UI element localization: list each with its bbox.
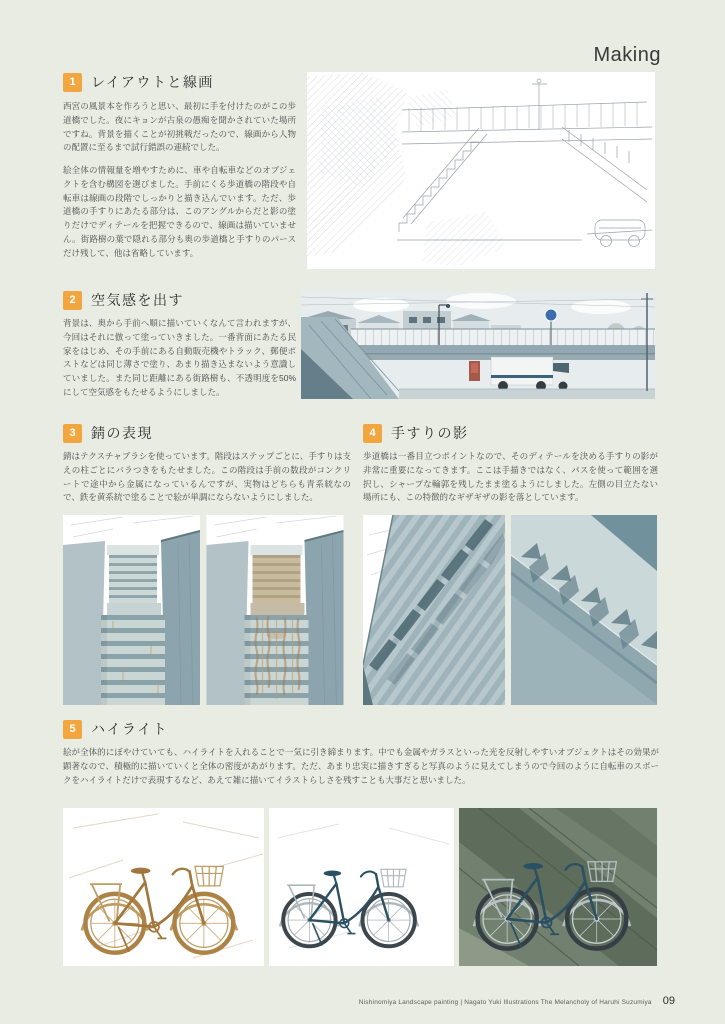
atmosphere-painting-drawing [301,291,655,399]
lineart-bridge-figure [307,72,655,269]
section-3-body [63,450,351,505]
section-4-paragraph-1: 歩道橋は一番目立つポイントなので、そのディテールを決める手すりの影が非常に重要になってきます。ここは手描きではなく、パスを使って範囲を選択し、シャープな輪郭を残したまま塗るようにしました。左側の目立たない場所にも、この特徴的なギザギザの影を落としています。 [363,451,658,503]
section-1-paragraph-2: 絵全体の情報量を増やすために、車や自転車などのオブジェクトを含む構図を選びました。手前にくる歩道橋の階段や自転車は線画の段階でしっかりと描き込んでいます。ただ、歩道橋の手すりにあたる部分は、このアングルからだと影の塗りだけでディテールを把握できるので、線画は描いていません。街路樹の葉で隠れる部分も奥の歩道橋と手すりのパースだけ残して、他は省略しています。 [63,165,296,258]
page-footer [359,995,675,1007]
section-3-header [63,423,153,443]
bicycle-lineart-drawing [63,808,264,966]
section-3-title: 錆の表現 [91,425,153,441]
section-4-title: 手すりの影 [391,425,469,441]
section-4-header [363,423,469,443]
atmosphere-painting-figure [301,291,655,399]
rust-stairs-after-figure [206,515,344,705]
handrail-shadow-figure-1 [363,515,505,705]
section-5-body [63,746,659,787]
section-2-header [63,290,184,310]
section-1-header [63,72,214,92]
section-3-paragraph-1: 錆はテクスチャブラシを使っています。階段はステップごとに、手すりは支えの柱ごとにバラつきをもたせました。この階段は手前の数段がコンクリートで途中から金属になっているんですが、実物はどちらも青系統なので、鉄を黄系統で塗ることで絵が単調にならないようにしました。 [63,451,351,503]
section-1-title: レイアウトと線画 [91,74,214,90]
rust-stairs-after-drawing [206,515,344,705]
footer-credit: Nishinomiya Landscape painting | Nagato Yuki Illustrations The Melancholy of Haruhi Suzumiya [358,999,652,1006]
section-1-badge: 1 [63,73,82,92]
section-5-title: ハイライト [91,721,169,737]
section-4-badge: 4 [363,424,382,443]
section-2-paragraph-1: 背景は、奥から手前へ順に描いていくなんて言われますが、今回はそれに倣って塗っていきました。一番背面にあたる民家をはじめ、その手前にある自動販売機やトラック、郵便ポストなどは同じ薄さで塗り、あまり描き込まないよう意識していました。また同じ距離にある街路樹も、不透明度を50%にして空気感をもたせるようにしました。 [63,318,296,397]
handrail-shadow-drawing-1 [363,515,505,705]
section-5-badge: 5 [63,720,82,739]
section-1-body [63,100,296,260]
section-3-badge: 3 [63,424,82,443]
lineart-bridge-drawing [307,72,655,269]
rust-stairs-before-figure [63,515,200,705]
section-2-body [63,317,296,400]
bicycle-final-drawing [459,808,657,966]
section-4-body [363,450,658,505]
bicycle-lineart-figure [63,808,264,966]
section-5-paragraph-1: 絵が全体的にぼやけていても、ハイライトを入れることで一気に引き締まります。中でも金属やガラスといった光を反射しやすいオブジェクトはその効果が顕著なので、積極的に描いていくと全体の密度があがります。ただ、あまり忠実に描きすぎると写真のように見えてしまうので今回のように自転車のスポークをハイライトだけで表現するなど、あえて雑に描いてイラストらしさを残すことも大事だと思いました。 [63,747,659,785]
handrail-shadow-figure-2 [511,515,657,705]
section-2-title: 空気感を出す [91,292,184,308]
handrail-shadow-drawing-2 [511,515,657,705]
page-header-making: Making [593,44,661,66]
section-1-paragraph-1: 西宮の風景本を作ろうと思い、最初に手を付けたのがこの歩道橋でした。夜にキョンが古泉の愚痴を聞かされていた場所ですね。背景を描くことが初挑戦だったので、線画から人物の配置に至るまで試行錯誤の連続でした。 [63,101,296,153]
bicycle-colored-figure [269,808,454,966]
section-2-badge: 2 [63,291,82,310]
rust-stairs-before-drawing [63,515,200,705]
bicycle-final-figure [459,808,657,966]
page-number: 09 [662,995,675,1007]
section-5-header [63,719,168,739]
bicycle-colored-drawing [269,808,454,966]
